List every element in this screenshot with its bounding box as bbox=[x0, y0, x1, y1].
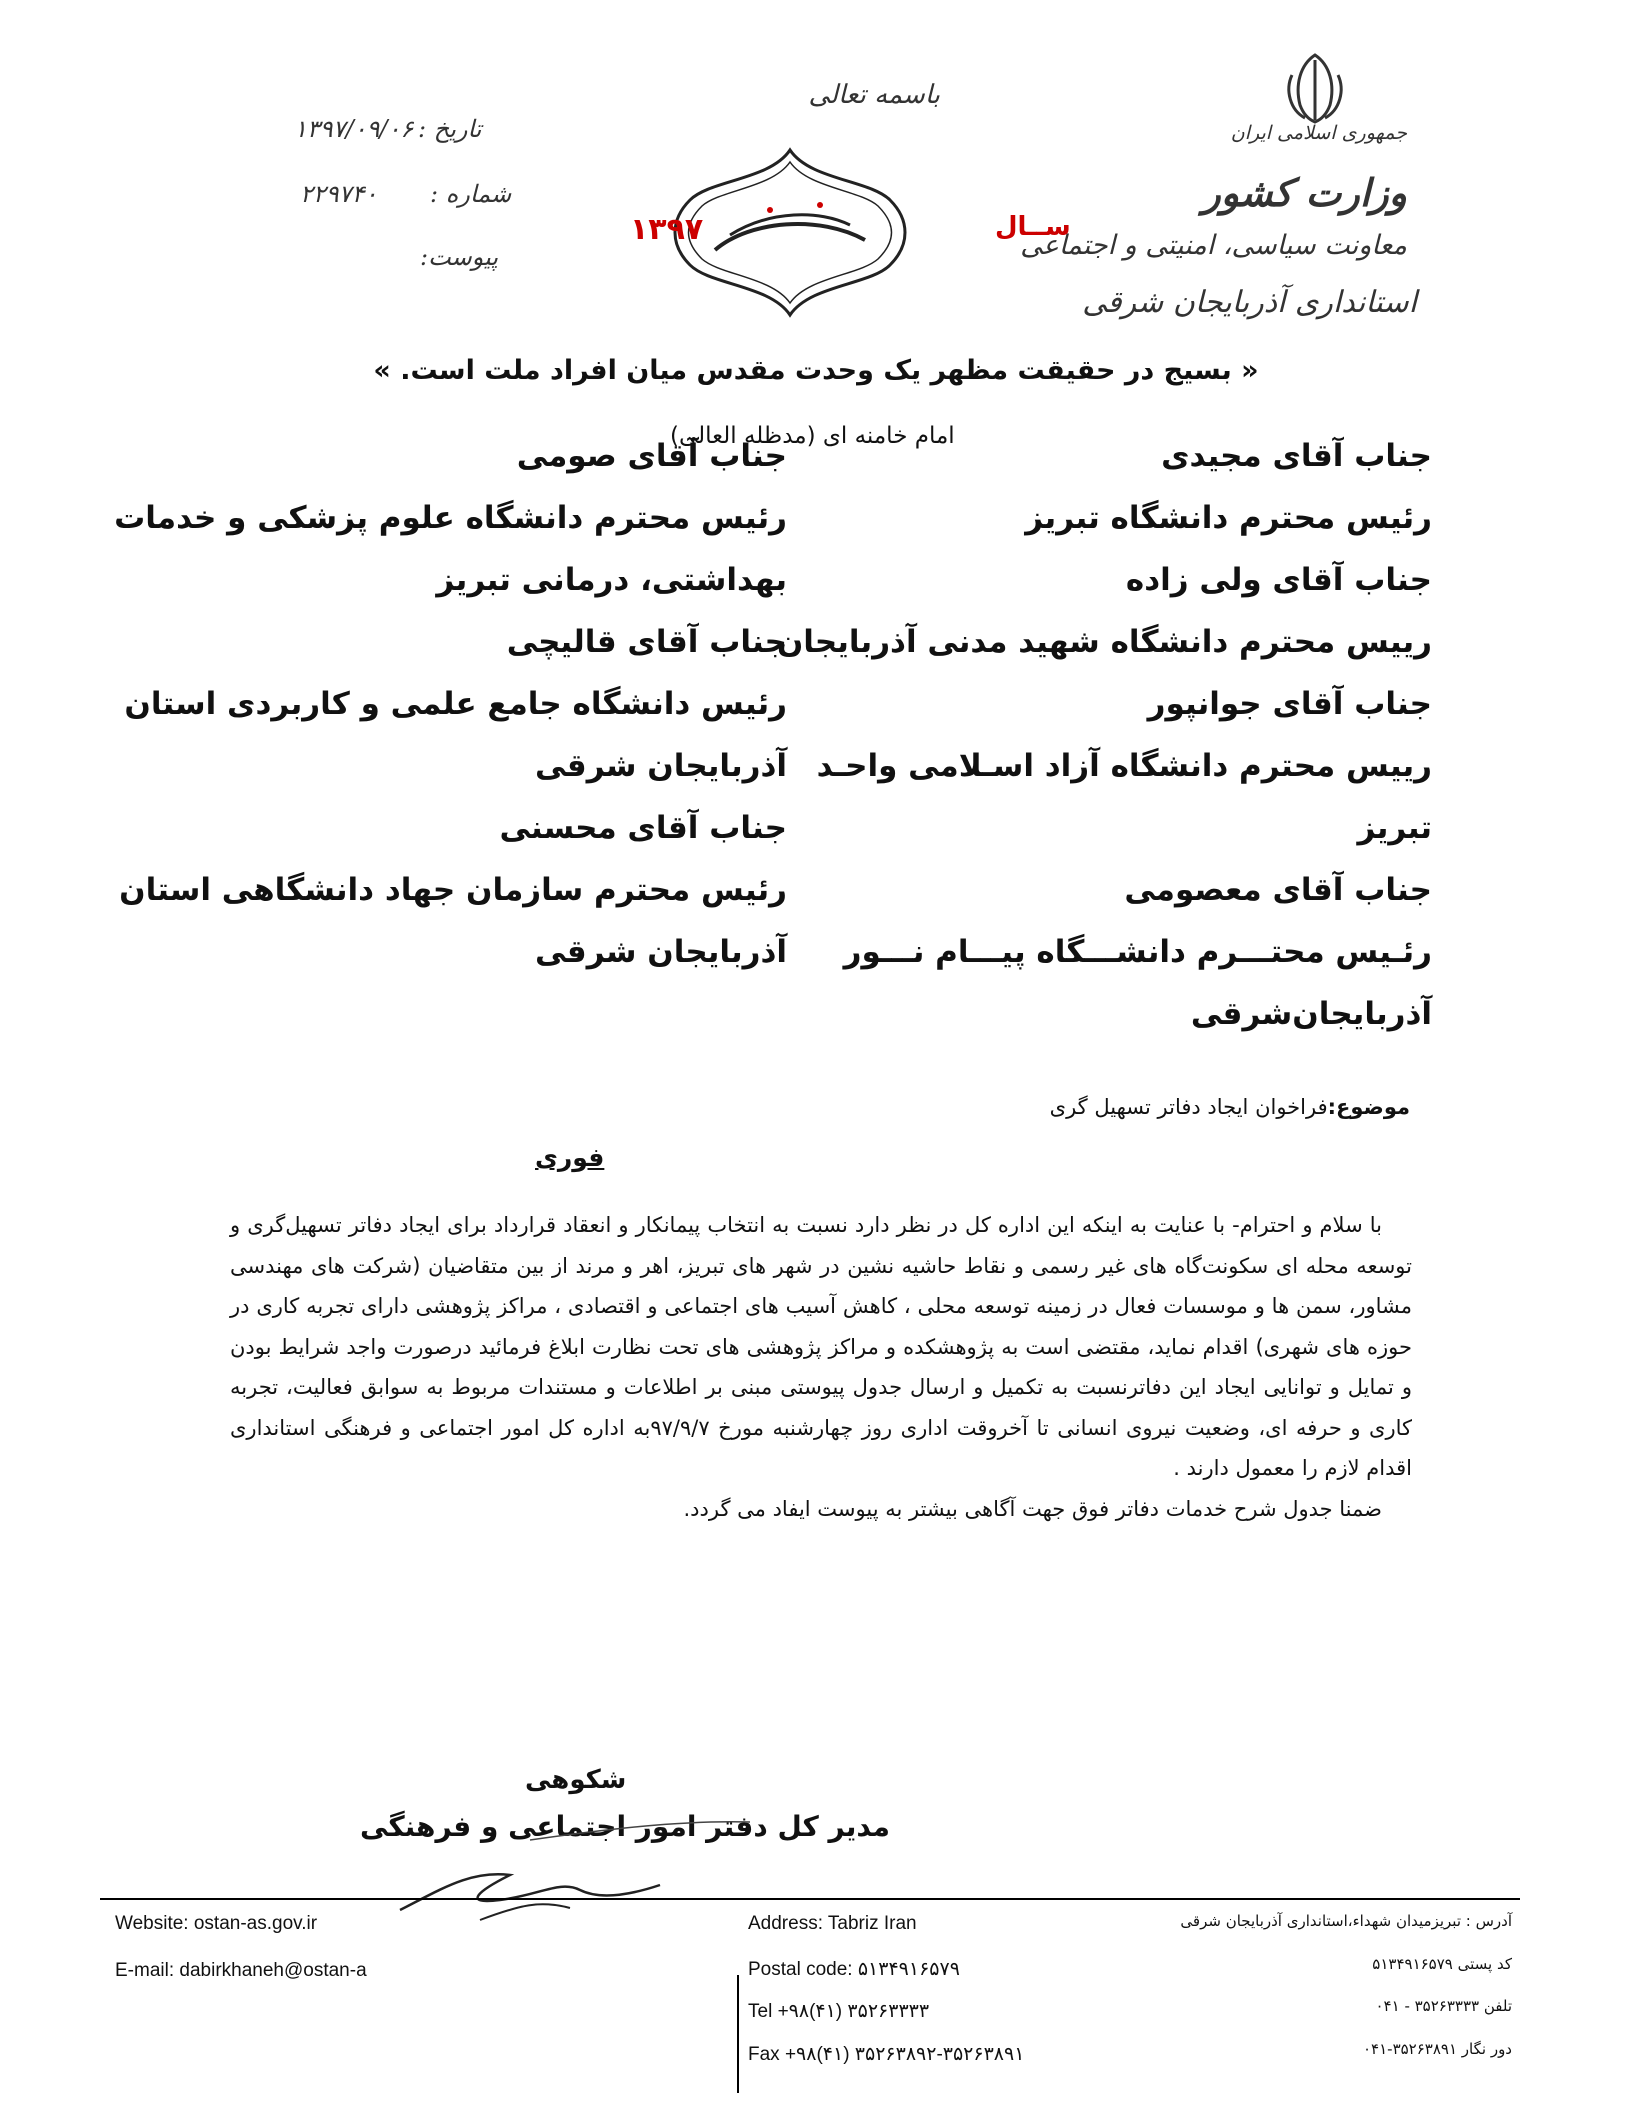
date-label: تاریخ : bbox=[418, 115, 482, 143]
footer-address-en: Address: Tabriz Iran bbox=[748, 1913, 917, 1934]
recipient-line: رئیس محترم دانشگاه علوم پزشکی و خدمات bbox=[114, 500, 787, 536]
footer-email: E-mail: dabirkhaneh@ostan-a bbox=[115, 1960, 367, 1981]
recipient-line: جناب آقای قالیچی bbox=[506, 624, 787, 660]
recipient-line: رییس محترم دانشگاه آزاد اسـلامی واحـد bbox=[816, 748, 1432, 784]
body-paragraph: ضمنا جدول شرح خدمات دفاتر فوق جهت آگاهی بیشتر به پیوست ایفاد می گردد. bbox=[683, 1496, 1382, 1521]
footer-fax-fa: دور نگار ۳۵۲۶۳۸۹۱-۰۴۱ bbox=[1362, 2040, 1512, 2058]
recipient-line: رئیس دانشگاه جامع علمی و کاربردی استان bbox=[124, 686, 787, 722]
recipient-line: جناب آقای ولی زاده bbox=[1125, 562, 1432, 598]
recipient-line: جناب آقای معصومی bbox=[1124, 872, 1432, 908]
signatory-title: مدیر کل دفتر امور اجتماعی و فرهنگی bbox=[360, 1810, 890, 1843]
recipient-line: جناب آقای محسنی bbox=[499, 810, 787, 846]
attachment-label: پیوست: bbox=[420, 243, 499, 271]
footer-tel-en: Tel +۹۸(۴۱) ۳۵۲۶۳۳۳۳ bbox=[748, 2001, 930, 2022]
recipient-line: جناب آقای جوانپور bbox=[1147, 686, 1432, 722]
footer-website: Website: ostan-as.gov.ir bbox=[115, 1913, 318, 1934]
org-deputy: معاونت سیاسی، امنیتی و اجتماعی bbox=[1020, 230, 1407, 261]
recipient-line: رئیس محترم دانشگاه تبریز bbox=[1025, 500, 1432, 536]
org-country: جمهوری اسلامی ایران bbox=[1230, 122, 1407, 144]
handwritten-signature bbox=[380, 1800, 760, 1930]
recipient-line: آذربایجان شرقی bbox=[535, 934, 787, 970]
body-paragraph: با سلام و احترام- با عنایت به اینکه این اداره کل در نظر دارد نسبت به انتخاب پیمانکار و انعقاد قرارداد برای ایجاد دفاتر تسهیل‌گری و توسعه محله ای سکونت‌گاه های غیر رسمی و نقاط حاشیه نشین در شهر های تبریز، اهر و مرند از بین متقاضیان (شرکت های مهندسی مشاور، سمن ها و موسسات فعال در زمینه توسعه محلی ، کاهش آسیب های اجتماعی و اقتصادی ، مراکز پژوهشی دارای تجربه کاری در حوزه های شهری) اقدام نماید، مقتضی است به پژوهشکده و مراکز پژوهشی های تحت نظارت ابلاغ فرمائید درصورت واجد شرایط بودن و تمایل و توانایی ایجاد این دفاترنسبت به تکمیل و ارسال جدول پیوستی مبنی بر اطلاعات و مستندات مربوط به سوابق فعالیت، تجربه کاری و حرفه ای، وضعیت نیروی انسانی تا آخروقت اداری روز چهارشنبه مورخ ۹۷/۹/۷به اداره کل امور اجتماعی و فرهنگی استانداری اقدام لازم را معمول دارند . bbox=[230, 1213, 1412, 1480]
quote-author: امام خامنه ای (مدظله العالی) bbox=[670, 423, 955, 449]
recipients-left-column bbox=[114, 425, 787, 983]
recipient-line: جناب آقای مجیدی bbox=[1161, 438, 1432, 474]
org-ministry: وزارت کشور bbox=[1202, 170, 1407, 215]
subject-label: موضوع: bbox=[1327, 1095, 1410, 1119]
recipient-line: آذربایجان‌شرقی bbox=[1190, 996, 1432, 1032]
recipient-line: تبریز bbox=[1357, 810, 1432, 846]
iran-emblem-icon bbox=[1280, 50, 1350, 125]
subject-line bbox=[1050, 1095, 1410, 1119]
footer-divider bbox=[100, 1898, 1520, 1900]
footer-vertical-divider bbox=[737, 1975, 739, 2093]
footer-postal-fa: کد پستی ۵۱۳۴۹۱۶۵۷۹ bbox=[1372, 1955, 1512, 1973]
leader-quote: « بسیج در حقیقت مظهر یک وحدت مقدس میان افراد ملت است. » bbox=[373, 355, 1259, 386]
basmala: باسمه تعالی bbox=[808, 80, 940, 110]
slogan-year: ۱۳۹۷ bbox=[630, 212, 704, 247]
footer-fax-en: Fax +۹۸(۴۱) ۳۵۲۶۳۸۹۲-۳۵۲۶۳۸۹۱ bbox=[748, 2044, 1025, 2065]
date-value: ۱۳۹۷/۰۹/۰۶ bbox=[294, 115, 414, 143]
footer-postal-en: Postal code: ۵۱۳۴۹۱۶۵۷۹ bbox=[748, 1959, 960, 1980]
recipient-line: آذربایجان شرقی bbox=[535, 748, 787, 784]
recipient-line: جناب آقای صومی bbox=[516, 438, 787, 474]
footer-tel-fa: تلفن ۳۵۲۶۳۳۳۳ - ۰۴۱ bbox=[1375, 1997, 1512, 2015]
letter-body bbox=[230, 1205, 1412, 1529]
signatory-name: شکوهی bbox=[525, 1765, 627, 1795]
recipient-line: بهداشتی، درمانی تبریز bbox=[436, 562, 787, 598]
number-label: شماره : bbox=[430, 180, 512, 208]
number-value: ۲۲۹۷۴۰ bbox=[300, 180, 378, 208]
slogan-sal: ســال bbox=[995, 212, 1071, 242]
urgency-label: فوری bbox=[535, 1143, 605, 1172]
footer-address-fa: آدرس : تبریزمیدان شهداء،استانداری آذربایجان شرقی bbox=[1180, 1912, 1512, 1930]
recipient-line: رئـیس محتـــرم دانشـــگاه پیـــام نـــور bbox=[843, 934, 1432, 970]
recipient-line: رییس محترم دانشگاه شهید مدنی آذربایجان bbox=[776, 624, 1432, 660]
subject-text: فراخوان ایجاد دفاتر تسهیل گری bbox=[1049, 1095, 1328, 1119]
org-province: استانداری آذربایجان شرقی bbox=[1082, 285, 1417, 320]
recipient-line: رئیس محترم سازمان جهاد دانشگاهی استان bbox=[119, 872, 787, 908]
